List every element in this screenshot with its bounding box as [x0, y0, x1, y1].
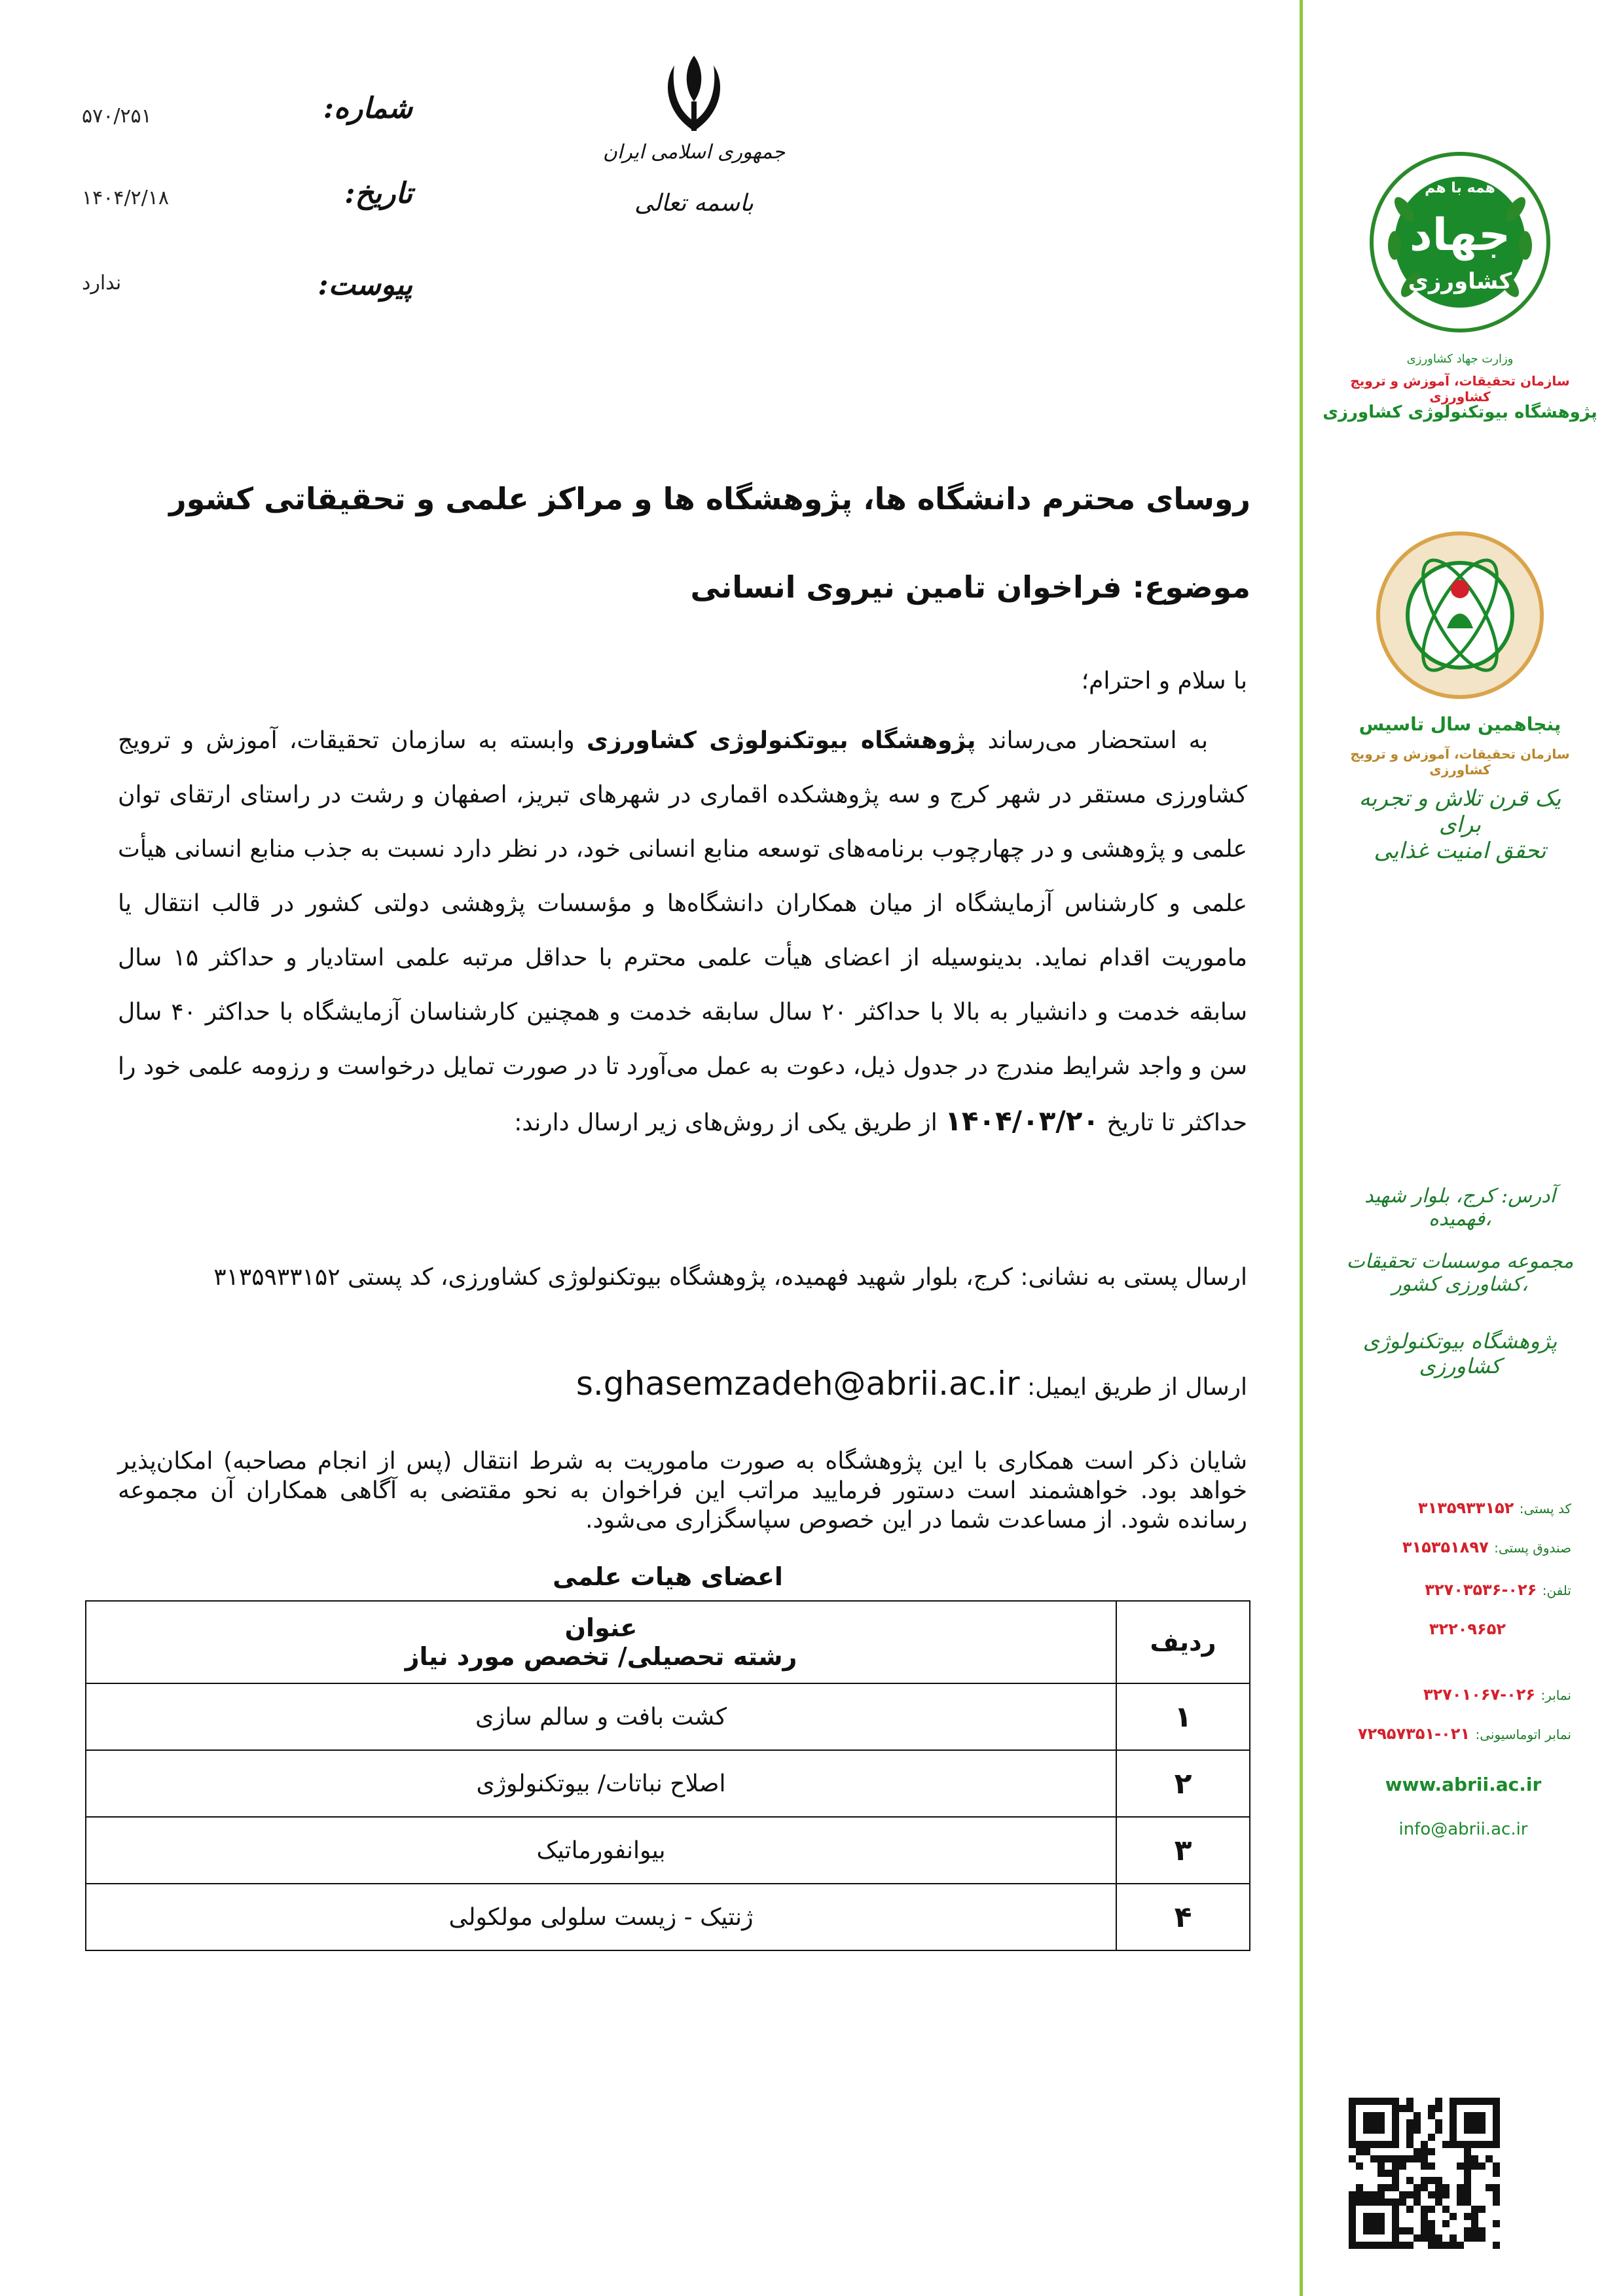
postal-paragraph: ارسال پستی به نشانی: کرج، بلوار شهید فهمیده، پژوهشگاه بیوتکنولوژی کشاورزی، کد پستی ۳۱۳۵۹۳۳۱۵۲	[213, 1264, 1247, 1291]
jahad-logo-main: جهاد	[1409, 209, 1511, 261]
main-paragraph-part-3: از طریق یکی از روش‌های زیر ارسال دارند:	[514, 1109, 945, 1136]
postal-code-label: کد پستی:	[1519, 1501, 1571, 1516]
subject-line: موضوع: فراخوان تامین نیروی انسانی	[690, 569, 1250, 605]
institute-name: پژوهشگاه بیوتکنولوژی کشاورزی	[1322, 403, 1597, 422]
recipients-line: روسای محترم دانشگاه ها، پژوهشگاه ها و مراکز علمی و تحقیقاتی کشور	[169, 481, 1250, 516]
iran-emblem	[648, 49, 740, 141]
row-field: ژنتیک - زیست سلولی مولکولی	[86, 1884, 1116, 1950]
email-label: ارسال از طریق ایمیل:	[1019, 1374, 1247, 1401]
letter-number-value: ۵۷۰/۲۵۱	[82, 105, 152, 128]
greeting: با سلام و احترام؛	[1081, 668, 1247, 694]
address-line-1: آدرس: کرج، بلوار شهید فهمیده،	[1364, 1185, 1556, 1230]
phone	[1336, 1581, 1571, 1599]
phone-2	[1336, 1620, 1571, 1638]
address-line-3: پژوهشگاه بیوتکنولوژی کشاورزی	[1362, 1329, 1558, 1378]
row-number: ۲	[1116, 1750, 1250, 1817]
row-field: کشت بافت و سالم سازی	[86, 1683, 1116, 1750]
main-paragraph-part-1: به استحضار می‌رساند	[976, 727, 1208, 754]
letter-date-label: تاریخ:	[344, 177, 412, 210]
phone-value-1: ۰۲۶-۳۲۷۰۳۵۳۶	[1425, 1581, 1537, 1599]
table-row	[86, 1817, 1250, 1884]
qr-code[interactable]	[1349, 2098, 1500, 2249]
column-row-header: ردیف	[1116, 1601, 1250, 1683]
phone-label: تلفن:	[1542, 1583, 1571, 1598]
organization-name: سازمان تحقیقات، آموزش و ترویج کشاورزی	[1350, 373, 1570, 404]
row-number: ۱	[1116, 1683, 1250, 1750]
automation-fax	[1336, 1725, 1571, 1743]
row-number: ۴	[1116, 1884, 1250, 1950]
table-header-row	[86, 1601, 1250, 1683]
fax-value: ۰۲۶-۳۲۷۰۱۰۶۷	[1423, 1685, 1536, 1704]
phone-value-2: ۳۲۲۰۹۶۵۲	[1429, 1620, 1506, 1638]
deadline-date: ۱۴۰۴/۰۳/۲۰	[945, 1105, 1100, 1137]
po-box-value: ۳۱۵۳۵۱۸۹۷	[1402, 1538, 1489, 1556]
contact-email-link[interactable]: s.ghasemzadeh@abrii.ac.ir	[575, 1365, 1020, 1403]
website-link[interactable]: www.abrii.ac.ir	[1385, 1774, 1542, 1795]
row-number: ۳	[1116, 1817, 1250, 1884]
slogan-line-2: تحقق امنیت غذایی	[1374, 838, 1546, 864]
jahad-logo-top: همه با هم	[1425, 180, 1495, 196]
emblem-caption: جمهوری اسلامی ایران	[602, 141, 786, 164]
main-paragraph	[118, 713, 1247, 1150]
column-field-header-subtitle: رشته تحصیلی/ تخصص مورد نیاز	[405, 1642, 797, 1671]
anniversary-title: پنجاهمین سال تاسیس	[1359, 713, 1561, 735]
postal-code-value: ۳۱۳۵۹۳۳۱۵۲	[1417, 1499, 1514, 1517]
table-row	[86, 1750, 1250, 1817]
jahad-logo-sub: کشاورزی	[1408, 268, 1512, 295]
slogan-line-1: یک قرن تلاش و تجربه برای	[1359, 785, 1561, 838]
main-paragraph-part-2: وابسته به سازمان تحقیقات، آموزش و ترویج کشاورزی مستقر در شهر کرج و سه پژوهشکده اقماری در شهرهای تبریز، اصفهان و رشت در راستای ارتقای توان علمی و پژوهشی و در چهارچوب برنامه‌های توسعه منابع انسانی خود، در نظر دارد نسبت به جذب منابع انسانی هیأت علمی و کارشناس آزمایشگاه از میان همکاران دانشگاه‌ها و مؤسسات پژوهشی دولتی کشور در قالب انتقال یا ماموریت اقدام نماید. بدینوسیله از اعضای هیأت علمی محترم با حداقل مرتبه علمی استادیار و حداکثر ۱۵ سال سابقه خدمت و دانشیار به بالا با حداکثر ۲۰ سال سابقه خدمت و همچنین کارشناسان آزمایشگاه با حداکثر ۴۰ سال سن و واجد شرایط مندرج در جدول ذیل، دعوت به عمل می‌آورد تا در صورت تمایل درخواست و رزومه علمی خود را حداکثر تا تاریخ	[118, 727, 1248, 1136]
letter-number-label: شماره:	[323, 92, 412, 125]
address-line-2: مجموعه موسسات تحقیقات کشاورزی کشور،	[1346, 1250, 1574, 1296]
ministry-name: وزارت جهاد کشاورزی	[1406, 352, 1514, 366]
row-field: بیوانفورماتیک	[86, 1817, 1116, 1884]
fax-label: نمابر:	[1541, 1687, 1571, 1703]
po-box-label: صندوق پستی:	[1494, 1540, 1571, 1556]
letter-date-value: ۱۴۰۴/۲/۱۸	[82, 187, 170, 209]
emblem-basmala: باسمه تعالی	[634, 190, 754, 217]
closing-paragraph: شایان ذکر است همکاری با این پژوهشگاه به صورت ماموریت به شرط انتقال (پس از انجام مصاحبه) امکان‌پذیر خواهد بود. خواهشمند است دستور فرمایید مراتب این فراخوان به نحو مقتضی به آگاهی همکاران آن مجموعه رسانده شود. از مساعدت شما در این خصوص سپاسگزاری می‌شود.	[118, 1448, 1247, 1534]
sidebar-divider	[1300, 0, 1303, 2296]
fax	[1336, 1685, 1571, 1704]
anniversary-org: سازمان تحقیقات، آموزش و ترویج کشاورزی	[1350, 746, 1570, 778]
letter-attachment-label: پیوست:	[318, 268, 412, 302]
automation-fax-value: ۰۲۱-۷۲۹۵۷۳۵۱	[1357, 1725, 1470, 1743]
row-field: اصلاح نباتات/ بیوتکنولوژی	[86, 1750, 1116, 1817]
table-row	[86, 1884, 1250, 1950]
column-field-header-title: عنوان	[564, 1613, 638, 1642]
column-field-header	[86, 1601, 1116, 1683]
institute-name-inline: پژوهشگاه بیوتکنولوژی کشاورزی	[586, 727, 976, 754]
postal-code	[1336, 1499, 1571, 1517]
letter-attachment-value: ندارد	[82, 272, 122, 295]
info-email-link[interactable]: info@abrii.ac.ir	[1398, 1820, 1528, 1839]
table-caption: اعضای هیات علمی	[553, 1562, 783, 1591]
email-paragraph	[118, 1365, 1247, 1403]
fiftieth-anniversary-logo	[1375, 530, 1545, 700]
faculty-positions-table	[85, 1600, 1250, 1951]
automation-fax-label: نمابر اتوماسیونی:	[1475, 1727, 1571, 1742]
table-row	[86, 1683, 1250, 1750]
po-box	[1336, 1538, 1571, 1556]
